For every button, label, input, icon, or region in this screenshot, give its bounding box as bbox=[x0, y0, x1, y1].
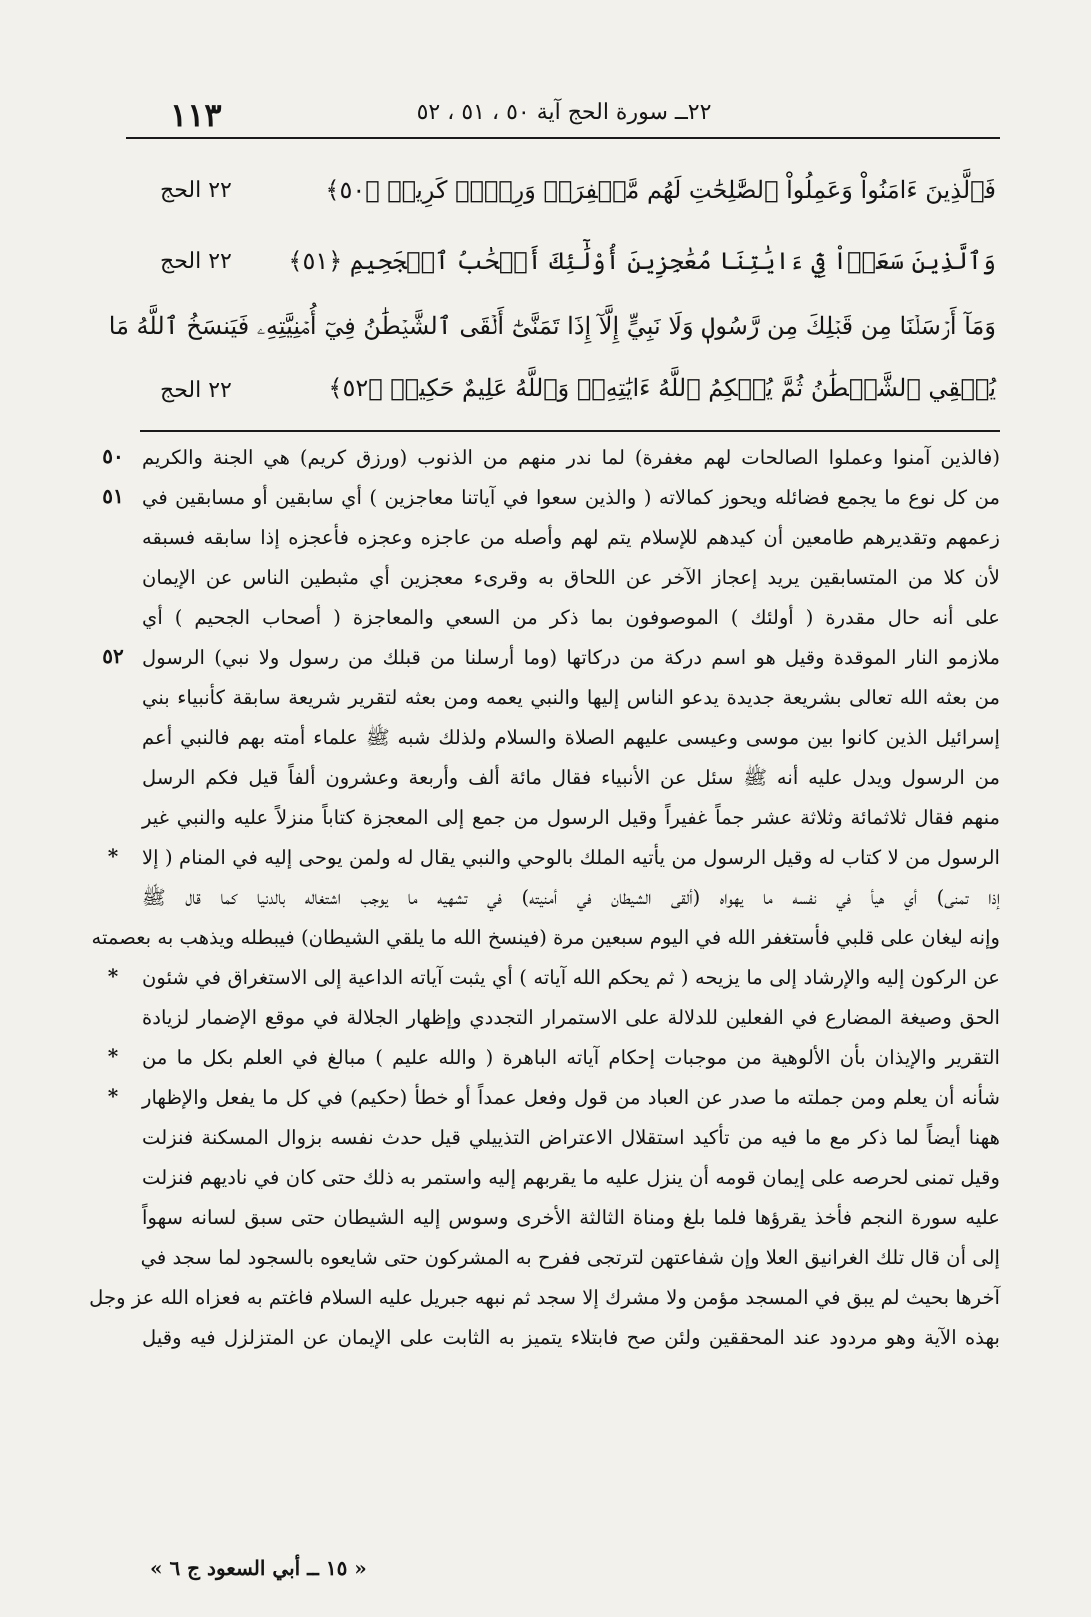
commentary-line bbox=[91, 918, 1000, 958]
running-title: ٢٢ــ سورة الحج آية ٥٠ ، ٥١ ، ٥٢ bbox=[416, 100, 712, 125]
commentary-text: على أنه حال مقدرة ( أولئك ) الموصوفون بما ذكر من السعي والمعاجزة ( أصحاب الجحيم ) أي bbox=[142, 606, 1000, 629]
verse-reference: ٢٢ الحج bbox=[160, 378, 232, 403]
verse-marker: * bbox=[107, 844, 119, 868]
commentary-line bbox=[102, 438, 1000, 478]
commentary-text: من كل نوع ما يجمع فضائله ويحوز كمالاته ( والذين سعوا في آياتنا معاجزين ) أي سابقين أو مسابقين في bbox=[142, 486, 1000, 509]
commentary-line bbox=[107, 838, 1000, 878]
commentary-text: وإنه ليغان على قلبي فأستغفر الله في اليوم سبعين مرة (فينسخ الله ما يلقي الشيطان) فيبطله ويذهب به بعصمته bbox=[91, 926, 1000, 949]
verses-bottom-rule bbox=[140, 430, 1000, 432]
commentary-text: إذا تمنى) أي هيأ في نفسه ما يهواه (ألقى الشيطان في أمنيته) في تشهيه ما يوجب اشتغاله بالدنيا كما قال ﷺ bbox=[142, 886, 1000, 909]
verse-marker: * bbox=[107, 964, 119, 988]
verse-marker: * bbox=[107, 1044, 119, 1068]
commentary-text: عليه سورة النجم فأخذ يقرؤها فلما بلغ ومناة الثالثة الأخرى وسوس إليه الشيطان حتى سبق لسانه سهواً bbox=[142, 1206, 1000, 1229]
commentary-line bbox=[120, 1318, 1000, 1358]
page-number: ١١٣ bbox=[170, 96, 222, 134]
verse-reference: ٢٢ الحج bbox=[160, 249, 232, 274]
verse-text: فَٱلَّذِينَ ءَامَنُواْ وَعَمِلُواْ ٱلصَّٰلِحَٰتِ لَهُم مَّغۡفِرَةٞ وَرِزۡقٞ كَرِيمٞ ﴿٥٠﴾ bbox=[325, 176, 996, 204]
commentary-line bbox=[120, 518, 1000, 558]
verse-text: وَٱلَّذِينَ سَعَوۡاْ فِيٓ ءَايَٰتِنَا مُعَٰجِزِينَ أُوْلَٰٓئِكَ أَصۡحَٰبُ ٱلۡجَحِيمِ ﴿٥١﴾ bbox=[288, 247, 996, 275]
commentary-line bbox=[102, 638, 1000, 678]
commentary-line bbox=[120, 758, 1000, 798]
commentary-line bbox=[120, 678, 1000, 718]
commentary-line bbox=[120, 718, 1000, 758]
commentary-text: من الرسول ويدل عليه أنه ﷺ سئل عن الأنبياء فقال مائة ألف وأربعة وعشرون ألفاً قيل فكم الرسل bbox=[142, 766, 1000, 789]
commentary-line bbox=[107, 1038, 1000, 1078]
commentary-line bbox=[120, 1198, 1000, 1238]
commentary-line bbox=[120, 598, 1000, 638]
verse-marker: * bbox=[107, 1084, 119, 1108]
verse-marker: ٥١ bbox=[102, 484, 124, 508]
commentary-text: شأنه أن يعلم ومن جملته ما صدر عن العباد من قول وفعل عمداً أو خطأ (حكيم) في كل ما يفعل والإظهار bbox=[142, 1086, 1000, 1109]
commentary-text: الحق وصيغة المضارع في الفعلين للدلالة على الاستمرار التجددي وإظهار الجلالة في موقع الإضمار لزيادة bbox=[142, 1006, 1000, 1029]
page-header bbox=[130, 92, 998, 136]
commentary-text: ههنا أيضاً لما ذكر مع ما فيه من تأكيد استقلال الاعتراض التذييلي قيل حدث نفسه بزوال المسكنة فنزلت bbox=[142, 1126, 1000, 1149]
commentary-text: من بعثه الله تعالى بشريعة جديدة يدعو الناس إليها والنبي يعمه ومن بعثه لتقرير شريعة سابقة كأنبياء بني bbox=[142, 686, 1000, 709]
commentary-text: بهذه الآية وهو مردود عند المحققين ولئن صح فابتلاء يتميز به الثابت على الإيمان عن المتزلزل فيه وقيل bbox=[142, 1326, 1000, 1349]
commentary-text: زعمهم وتقديرهم طامعين أن كيدهم للإسلام يتم لهم وأصله من عاجزه وعجزه فأعجزه إذا سابقه فسبقه bbox=[142, 526, 1000, 549]
commentary-line bbox=[107, 1078, 1000, 1118]
commentary-line bbox=[107, 958, 1000, 998]
commentary-line bbox=[102, 478, 1000, 518]
footer-signature: « ١٥ ــ أبي السعود ج ٦ » bbox=[150, 1556, 367, 1580]
commentary-text: التقرير والإيذان بأن الألوهية من موجبات إحكام آياته الباهرة ( والله عليم ) مبالغ في العلم بكل ما من bbox=[142, 1046, 1000, 1069]
verse-reference: ٢٢ الحج bbox=[160, 178, 232, 203]
commentary-text: ملازمو النار الموقدة وقيل هو اسم دركة من دركاتها (وما أرسلنا من قبلك من رسول ولا نبي) الرسول bbox=[142, 646, 1000, 669]
commentary-line bbox=[120, 878, 1000, 918]
commentary-text: إلى أن قال تلك الغرانيق العلا وإن شفاعتهن لترتجى ففرح به المشركون حتى شايعوه بالسجود لما سجد في bbox=[140, 1246, 1000, 1269]
commentary-line bbox=[120, 798, 1000, 838]
verse-text: وَمَآ أَرۡسَلۡنَا مِن قَبۡلِكَ مِن رَّسُولٖ وَلَا نَبِيٍّ إِلَّآ إِذَا تَمَنَّىٰٓ أَلۡقَى ٱلشَّيۡطَٰنُ فِيٓ أُمۡنِيَّتِهِۦ فَيَنسَخُ ٱللَّهُ مَا bbox=[108, 312, 996, 340]
commentary-text: (فالذين آمنوا وعملوا الصالحات لهم مغفرة) لما ندر منهم من الذنوب (ورزق كريم) هي الجنة والكريم bbox=[142, 446, 1000, 469]
commentary-line bbox=[120, 558, 1000, 598]
commentary-text: آخرها بحيث لم يبق في المسجد مؤمن ولا مشرك إلا سجد ثم نبهه جبريل عليه السلام فاغتم به فعزاه الله عز وجل bbox=[89, 1286, 1000, 1309]
commentary bbox=[89, 438, 1000, 1358]
commentary-line bbox=[89, 1278, 1000, 1318]
commentary-text: منهم فقال ثلاثمائة وثلاثة عشر جماً غفيراً وقيل الرسول من جمع إلى المعجزة كتاباً منزلاً عليه والنبي غير bbox=[142, 806, 1000, 829]
verse-50 bbox=[160, 172, 996, 212]
commentary-line bbox=[120, 998, 1000, 1038]
commentary-text: لأن كلا من المتسابقين يريد إعجاز الآخر عن اللحاق به وقرىء معجزين أي مثبطين الناس عن الإيمان bbox=[142, 566, 1000, 589]
commentary-text: عن الركون إليه والإرشاد إلى ما يزيحه ( ثم يحكم الله آياته ) أي يثبت آياته الداعية إلى الاستغراق في شئون bbox=[142, 966, 1000, 989]
commentary-line bbox=[120, 1118, 1000, 1158]
commentary-text: الرسول من لا كتاب له وقيل الرسول من يأتيه الملك بالوحي والنبي يقال له ولمن يوحى إليه في المنام ( إلا bbox=[142, 846, 1000, 869]
commentary-line bbox=[120, 1238, 1000, 1278]
verse-marker: ٥٢ bbox=[102, 644, 124, 668]
verse-marker: ٥٠ bbox=[102, 444, 124, 468]
verse-51 bbox=[160, 243, 996, 283]
commentary-line bbox=[120, 1158, 1000, 1198]
verse-52 bbox=[108, 308, 996, 418]
commentary-text: إسرائيل الذين كانوا بين موسى وعيسى عليهم الصلاة والسلام ولذلك شبه ﷺ علماء أمته بهم فالنبي أعم bbox=[142, 726, 1000, 749]
verse-text: يُلۡقِي ٱلشَّيۡطَٰنُ ثُمَّ يُحۡكِمُ ٱللَّهُ ءَايَٰتِهِۦۗ وَٱللَّهُ عَلِيمٌ حَكِيمٞ ﴿٥٢﴾ bbox=[328, 374, 996, 402]
commentary-text: وقيل تمنى لحرصه على إيمان قومه أن ينزل عليه ما يقربهم إليه واستمر به ذلك حتى كان في ناديهم فنزلت bbox=[142, 1166, 1000, 1189]
header-rule bbox=[126, 137, 1000, 139]
